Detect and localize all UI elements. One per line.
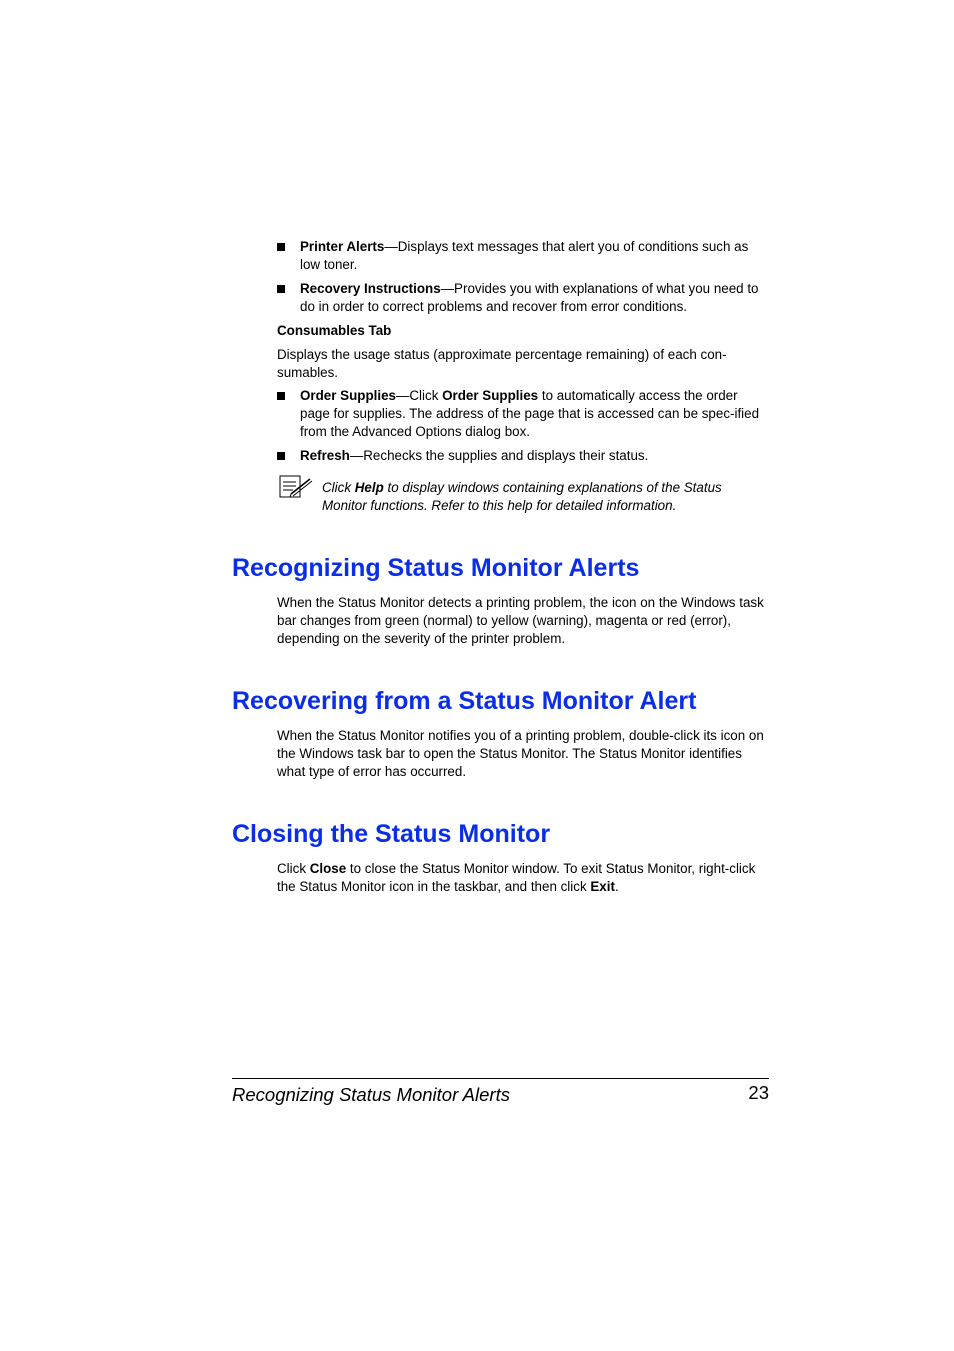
term: Printer Alerts bbox=[300, 239, 385, 254]
term: Refresh bbox=[300, 448, 350, 463]
footer-rule bbox=[232, 1078, 769, 1079]
term-inline: Order Supplies bbox=[442, 388, 539, 403]
note-text: Click Help to display windows containing explanations of the Status Monitor functions. Refer to this help for detailed information. bbox=[322, 480, 722, 513]
close-term: Close bbox=[309, 861, 347, 876]
bullet-square-icon bbox=[277, 285, 285, 293]
section-body-closing: Click Close to close the Status Monitor window. To exit Status Monitor, right-click the Status Monitor icon in the taskbar, and then click Exit. bbox=[277, 861, 756, 894]
list-item-order-supplies: Order Supplies—Click Order Supplies to automatically access the order page for supplies. The address of the page that is accessed can be spec-ified from the Advanced Options dialog box. bbox=[277, 387, 769, 441]
list-item-recovery-instructions bbox=[277, 280, 769, 316]
section-heading-closing: Closing the Status Monitor bbox=[232, 820, 551, 848]
list-item-printer-alerts bbox=[277, 238, 769, 274]
description: to automatically access the order page for supplies. The address of the page that is accessed can be spec-ified from the Advanced Options dialog box. bbox=[300, 388, 760, 439]
exit-term: Exit bbox=[590, 879, 615, 894]
section-heading-recovering: Recovering from a Status Monitor Alert bbox=[232, 687, 697, 715]
bullet-square-icon bbox=[277, 243, 285, 251]
note-bold-term: Help bbox=[354, 480, 384, 495]
description: —Displays text messages that alert you of conditions such as low toner. bbox=[300, 239, 749, 272]
section-body-recovering: When the Status Monitor notifies you of a printing problem, double-click its icon on the Windows task bar to open the Status Monitor. The Status Monitor identifies what type of error has occurred. bbox=[277, 728, 764, 779]
section-body-recognizing: When the Status Monitor detects a printing problem, the icon on the Windows task bar changes from green (normal) to yellow (warning), magenta or red (error), depending on the severity of the printer problem. bbox=[277, 595, 764, 646]
page-number: 23 bbox=[748, 1082, 769, 1103]
consumables-intro: Displays the usage status (approximate percentage remaining) of each con-sumables. bbox=[277, 347, 727, 380]
bullet-square-icon bbox=[277, 452, 285, 460]
description: —Rechecks the supplies and displays their status. bbox=[349, 448, 649, 463]
list-item-refresh bbox=[277, 447, 769, 465]
description: —Provides you with explanations of what you need to do in order to correct problems and recover from error conditions. bbox=[300, 281, 759, 314]
consumables-tab-heading: Consumables Tab bbox=[277, 323, 392, 338]
bullet-square-icon bbox=[277, 392, 285, 400]
term: Order Supplies bbox=[300, 388, 396, 403]
section-heading-recognizing: Recognizing Status Monitor Alerts bbox=[232, 554, 640, 582]
note-pencil-icon bbox=[279, 475, 313, 499]
footer-chapter-title: Recognizing Status Monitor Alerts bbox=[232, 1084, 510, 1105]
term: Recovery Instructions bbox=[300, 281, 441, 296]
